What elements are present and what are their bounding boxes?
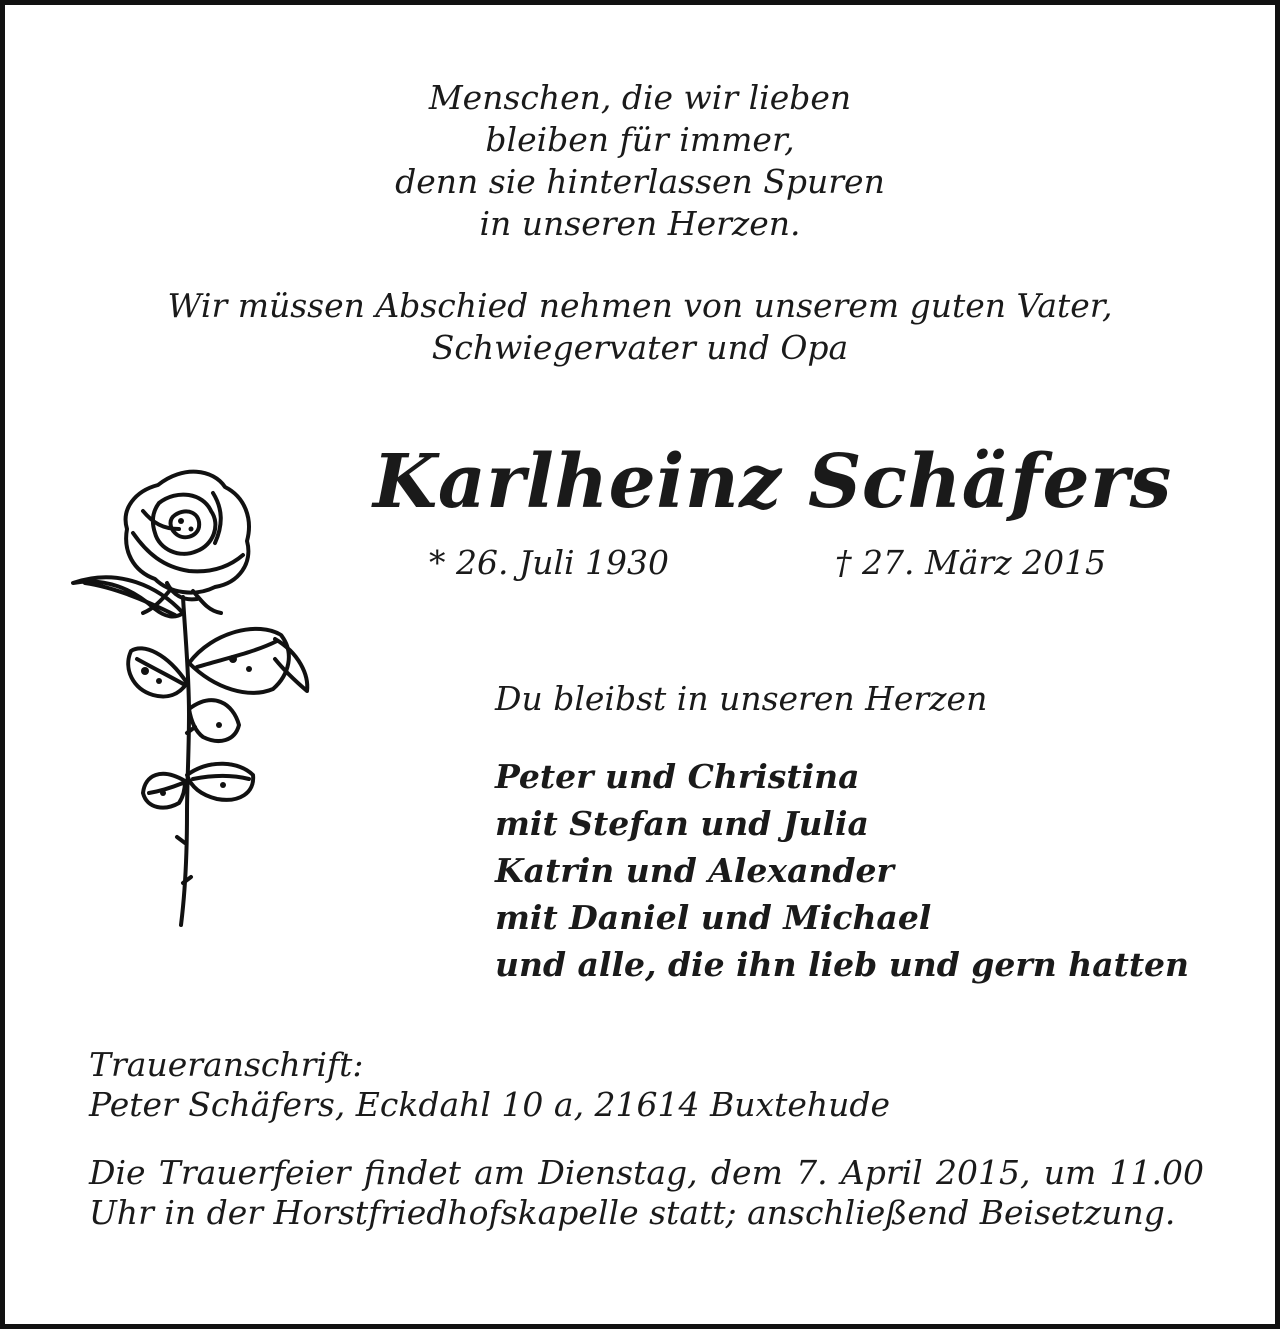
poem-line: in unseren Herzen.	[479, 204, 801, 243]
poem-line: denn sie hinterlassen Spuren	[395, 162, 885, 201]
intro-line: Wir müssen Abschied nehmen von unserem guten Vater,	[167, 286, 1113, 325]
poem	[5, 77, 1275, 245]
poem-line: bleiben für immer,	[485, 120, 795, 159]
farewell-line: Du bleibst in unseren Herzen	[495, 679, 988, 718]
family-signatures	[495, 753, 1189, 988]
intro-text	[5, 285, 1275, 369]
address-label: Traueranschrift:	[89, 1045, 364, 1084]
ceremony-notice: Die Trauerfeier findet am Dienstag, dem 7. April 2015, um 11.00 Uhr in der Horstfriedhofskapelle statt; anschließend Beisetzung.	[89, 1153, 1204, 1232]
death-date: † 27. März 2015	[835, 543, 1107, 582]
family-line: mit Stefan und Julia	[495, 804, 869, 843]
rose-icon	[63, 463, 323, 933]
address-value: Peter Schäfers, Eckdahl 10 a, 21614 Buxtehude	[89, 1085, 891, 1124]
family-line: Katrin und Alexander	[495, 851, 894, 890]
family-line: und alle, die ihn lieb und gern hatten	[495, 945, 1190, 984]
family-line: Peter und Christina	[495, 757, 860, 796]
mourning-address	[89, 1045, 890, 1125]
birth-date: * 26. Juli 1930	[429, 543, 670, 582]
poem-line: Menschen, die wir lieben	[428, 78, 852, 117]
intro-line: Schwiegervater und Opa	[431, 328, 849, 367]
deceased-name: Karlheinz Schäfers	[373, 439, 1172, 525]
family-line: mit Daniel und Michael	[495, 898, 932, 937]
